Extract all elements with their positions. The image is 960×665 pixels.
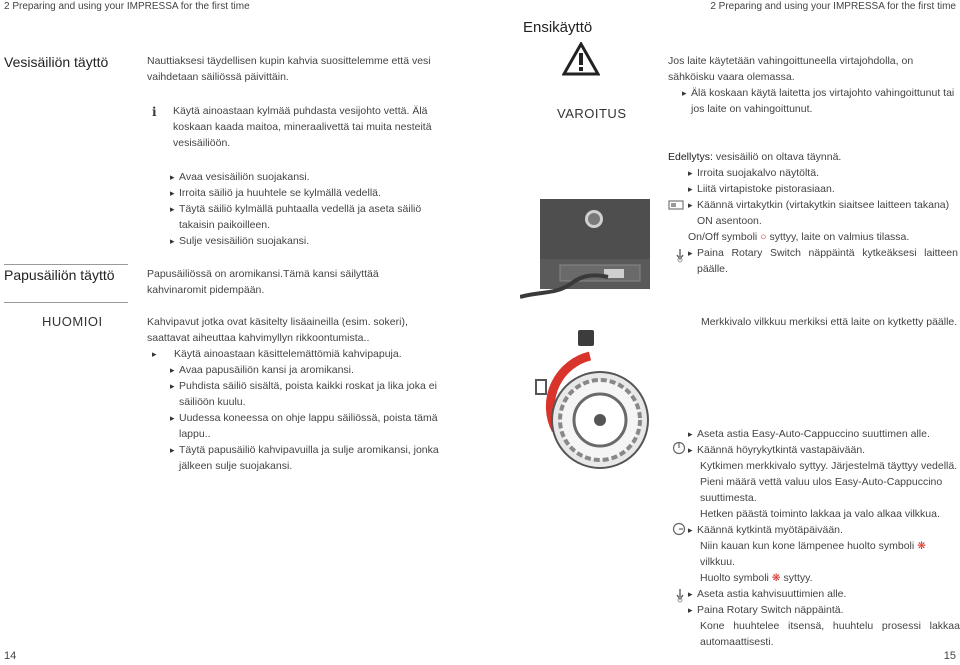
huomioi-label: HUOMIOI (42, 314, 103, 329)
list-item: ▸ Irroita säiliö ja huuhtele se kylmällä vedellä. (170, 185, 442, 201)
prerequisite-label: Edellytys: (668, 151, 713, 163)
list-item: ▸ Paina Rotary Switch näppäintä kytkeäksesi laitteen päälle. (688, 245, 958, 277)
list-item: ▸ Avaa papusäiliön kansi ja aromikansi. (170, 362, 442, 378)
service-symbol-icon: ❋ (771, 572, 781, 584)
vesisailio-intro: Nauttiaksesi täydellisen kupin kahvia suosittelemme että vesi vaihdetaan säiliössä päivittäin. (147, 55, 431, 83)
note-text: Kytkimen merkkivalo syttyy. Järjestelmä täyttyy vedellä. (700, 460, 958, 472)
list-item: ▸ Käytä ainoastaan käsittelemättömiä kahvipapuja. (152, 346, 442, 362)
note-text-a: Niin kauan kun kone lämpenee huolto symboli (700, 540, 915, 552)
rotary-switch-illustration (528, 320, 668, 475)
warning-step: ▸ Älä koskaan käytä laitetta jos virtajohto vahingoittunut tai jos laite on vahingoittunut. (682, 85, 960, 117)
note-text-b: syttyy. (783, 572, 813, 584)
onoff-text-a: On/Off symboli (688, 231, 758, 243)
running-header-right: 2 Preparing and using your IMPRESSA for the first time (710, 1, 956, 12)
list-item: ▸ Uudessa koneessa on ohje lappu säiliössä, poista tämä lappu.. (170, 410, 442, 442)
steam-dial-icon (672, 441, 686, 460)
section-divider (4, 264, 128, 265)
vesisailio-steps (170, 169, 442, 249)
list-item: ▸ Käännä höyrykytkintä vastapäivään. (688, 442, 960, 458)
machine-back-illustration (520, 199, 650, 304)
info-icon: i (152, 105, 157, 119)
list-item: ▸ Puhdista säiliö sisältä, poista kaikki roskat ja lika joka ei säiliöön kuulu. (170, 378, 442, 410)
onoff-note (688, 229, 958, 245)
warning-label: VAROITUS (557, 106, 627, 121)
setup-steps (688, 165, 958, 277)
prerequisite-text: vesisäiliö on oltava täynnä. (712, 151, 842, 163)
list-item: ▸ Avaa vesisäiliön suojakansi. (170, 169, 442, 185)
note-text: Pieni määrä vettä valuu ulos Easy-Auto-Cappuccino suuttimesta. (700, 476, 943, 504)
power-symbol-icon: ○ (760, 231, 767, 243)
running-header-left: 2 Preparing and using your IMPRESSA for the first time (4, 1, 250, 12)
list-item: ▸ Paina Rotary Switch näppäintä. (688, 602, 960, 618)
note-text-a: Huolto symboli (700, 572, 769, 584)
page-number-right: 15 (943, 650, 956, 662)
huomioi-steps (152, 346, 442, 474)
prerequisite (668, 149, 958, 165)
note-text: Hetken päästä toiminto lakkaa ja valo alkaa vilkkua. (700, 508, 940, 520)
section-title-vesisailio: Vesisäiliön täyttö (4, 54, 109, 70)
note-text: Kone huuhtelee itsensä, huuhtelu prosessi lakkaa automaattisesti. (700, 620, 960, 648)
chapter-title: Ensikäyttö (523, 19, 593, 36)
list-item: ▸ Irroita suojakalvo näytöltä. (688, 165, 958, 181)
steam-dial-icon (672, 522, 686, 541)
list-item: ▸ Käännä virtakytkin (virtakytkin siaitsee laitteen takana) ON asentoon. (688, 197, 958, 229)
warning-text: Jos laite käytetään vahingoittuneella virtajohdolla, on sähköisku vaara olemassa. (668, 55, 914, 83)
onoff-text-b: syttyy, laite on valmius tilassa. (769, 231, 910, 243)
list-item: ▸ Täytä säiliö kylmällä puhtaalla vedellä ja aseta säiliö takaisin paikoilleen. (170, 201, 442, 233)
service-symbol-icon: ❋ (917, 540, 926, 552)
list-item: ▸ Sulje vesisäiliön suojakansi. (170, 233, 442, 249)
note-text-b: vilkkuu. (700, 556, 736, 568)
list-item: ▸ Käännä kytkintä myötäpäivään. (688, 522, 960, 538)
note-text (688, 570, 960, 586)
list-item: ▸ Aseta astia kahvisuuttimien alle. (688, 586, 960, 602)
huomioi-text: Kahvipavut jotka ovat käsitelty lisäaineilla (esim. sokeri), saattavat aiheuttaa kahvimyllyn rikkoontumista.. (147, 316, 408, 344)
section-title-papusailio: Papusäiliön täyttö (4, 267, 115, 283)
power-switch-icon (668, 198, 684, 216)
page-number-left: 14 (4, 650, 17, 662)
section-divider (4, 302, 128, 303)
warning-triangle-icon (562, 42, 600, 81)
list-item: ▸ Liitä virtapistoke pistorasiaan. (688, 181, 958, 197)
note-text (688, 538, 960, 570)
papusailio-intro: Papusäiliössä on aromikansi.Tämä kansi säilyttää kahvinaromit pidempään. (147, 268, 379, 296)
rotary-hand-icon (674, 587, 688, 608)
rinse-steps (688, 426, 960, 650)
info-text: Käytä ainoastaan kylmää puhdasta vesijohto vettä. Älä koskaan kaada maitoa, mineraalivettä tai muita nesteitä vesisäiliöön. (173, 105, 432, 149)
rotary-hand-icon (674, 247, 688, 268)
indicator-note: Merkkivalo vilkkuu merkiksi että laite on kytketty päälle. (701, 316, 958, 328)
list-item: ▸ Aseta astia Easy-Auto-Cappuccino suuttimen alle. (688, 426, 960, 442)
list-item: ▸ Täytä papusäiliö kahvipavuilla ja sulje aromikansi, jonka jälkeen sulje suojakansi. (170, 442, 442, 474)
